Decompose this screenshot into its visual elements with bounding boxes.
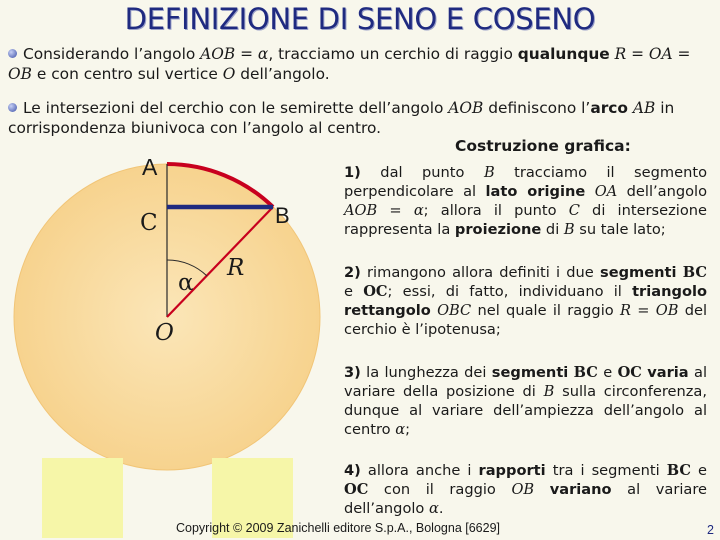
step-3 [344,363,707,439]
text: ; allora il punto [423,202,569,219]
text: , tracciamo un cerchio di raggio [268,45,518,63]
math: R = OA = [614,45,691,63]
math: BC [666,462,691,479]
math: α [395,421,406,438]
step-number: 4) [344,462,361,479]
text: e [597,364,618,381]
text: allora anche i [360,462,479,479]
text: dell’angolo. [235,65,330,83]
text: corrispondenza biunivoca con l’angolo al centro. [8,119,382,137]
label-b: B [275,203,290,228]
label-a: A [142,154,158,180]
text: e con centro sul vertice [31,65,223,83]
text: di [541,221,564,238]
step-1 [344,163,707,239]
text: in [655,99,675,117]
text: con il raggio [368,481,512,498]
label-r: R [227,255,245,281]
step-4 [344,461,707,518]
step-number: 1) [344,164,361,181]
emphasis: segmenti [600,264,677,281]
construction-heading: Costruzione grafica: [455,137,631,155]
text: . [438,500,444,517]
math: = [377,202,414,219]
page-number: 2 [707,523,714,537]
math: OB [511,481,535,498]
label-alpha: α [178,270,194,296]
math: R = OB [619,302,679,319]
emphasis: varia [647,364,689,381]
math: OC [363,283,388,300]
math: AB [632,99,656,117]
page-title: DEFINIZIONE DI SENO E COSENO [124,2,596,36]
math: BC [682,264,708,281]
math: AOB [448,99,484,117]
emphasis: variano [549,481,612,498]
emphasis: proiezione [454,221,542,238]
text: su tale lato; [574,221,666,238]
math: AOB [200,45,236,63]
math: BC [573,364,598,381]
text: rimangono allora definiti i due [360,264,601,281]
math: O [222,65,236,83]
math: α [257,45,269,63]
math: α [413,202,424,219]
text: e [344,283,364,300]
math: B [563,221,575,238]
label-o: O [155,320,174,346]
text: Considerando l’angolo [23,45,201,63]
math: OC [344,481,369,498]
emphasis: segmenti [491,364,569,381]
text: di intersezione rappresenta la [344,202,708,238]
text: Le intersezioni del cerchio con le semirette dell’angolo [23,99,449,117]
blank-box [42,458,123,538]
text: dal punto [360,164,484,181]
text [534,481,550,498]
text: nel quale il raggio [471,302,620,319]
step-number: 2) [344,264,361,281]
math: = [235,45,258,63]
emphasis: lato origine [485,183,586,200]
step-2 [344,263,707,339]
text: dell’angolo [617,183,708,200]
emphasis: qualunque [517,45,610,63]
emphasis: arco [590,99,628,117]
text: la lunghezza dei [360,364,492,381]
text: ; [405,421,411,438]
math: B [543,383,555,400]
copyright-notice: Copyright © 2009 Zanichelli editore S.p.A., Bologna [6629] [176,521,500,535]
text: al variare dell’angolo [344,481,707,517]
text: sulla circonferenza, dunque al variare dell’ampiezza dell’angolo al centro [344,383,707,438]
math: OB [8,65,32,83]
math: C [568,202,580,219]
text: definiscono l’ [483,99,591,117]
step-number: 3) [344,364,361,381]
text: tra i segmenti [545,462,667,479]
label-c: C [140,210,158,236]
math: B [483,164,495,181]
text [585,183,594,200]
emphasis: triangolo rettangolo [344,283,707,319]
math: OA [594,183,618,200]
text: al variare della posizione di [344,364,707,400]
math: OC [617,364,642,381]
math: OBC [437,302,472,319]
emphasis: rapporti [478,462,546,479]
text: e [690,462,707,479]
math: AOB [344,202,378,219]
text: del cerchio è l’ipotenusa; [344,302,707,338]
text: tracciamo il segmento perpendicolare al [344,164,708,200]
math: α [429,500,439,517]
text: ; essi, di fatto, individuano il [387,283,633,300]
